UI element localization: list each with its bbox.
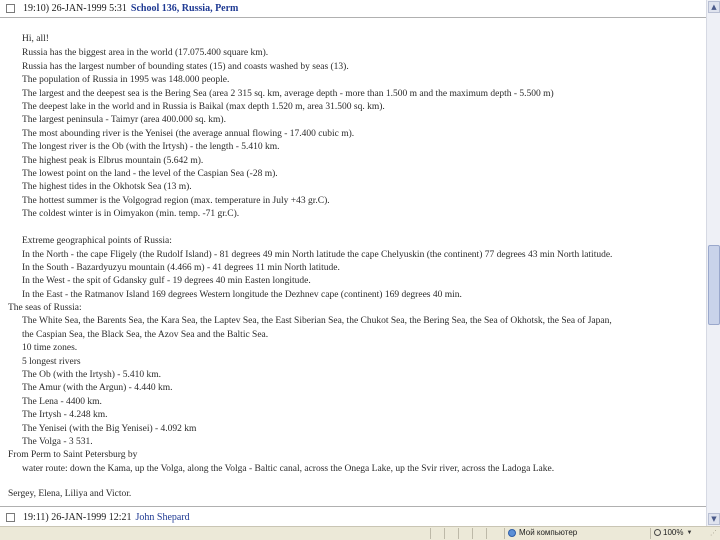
- entry-header: [6, 512, 190, 523]
- status-cell: [458, 528, 472, 539]
- entry-author-link[interactable]: John Shepard: [135, 512, 190, 523]
- body-line: The deepest lake in the world and in Russia is Baikal (max depth 1.520 m, area 31.500 sq. km).: [22, 102, 385, 112]
- body-line: the Caspian Sea, the Black Sea, the Azov Sea and the Baltic Sea.: [22, 330, 269, 340]
- body-line: The Ob (with the Irtysh) - 5.410 km.: [22, 370, 162, 380]
- body-line: The White Sea, the Barents Sea, the Kara Sea, the Laptev Sea, the East Siberian Sea, the Chukot Sea, the Bering Sea, the Sea of Okhotsk, the Sea of Japan,: [22, 316, 612, 326]
- scroll-up-button[interactable]: ▲: [708, 1, 720, 13]
- entry-author-link[interactable]: School 136, Russia, Perm: [130, 3, 239, 14]
- body-line: Russia has the biggest area in the world (17.075.400 square km).: [22, 48, 269, 58]
- body-line: The Amur (with the Argun) - 4.440 km.: [22, 383, 173, 393]
- magnifier-icon: [654, 529, 661, 536]
- body-line: In the East - the Ratmanov Island 169 degrees Western longitude the Dezhnev cape (continent) 169 degrees 40 min.: [22, 290, 462, 300]
- status-bar: [0, 526, 720, 540]
- entry-header: [6, 3, 238, 14]
- chevron-down-icon[interactable]: ▼: [686, 529, 693, 536]
- body-line: In the North - the cape Fligely (the Rudolf Island) - 81 degrees 49 min North latitude the cape Chelyuskin (the continent) 77 degrees 43 min North latitude.: [22, 250, 613, 260]
- status-cell: [430, 528, 444, 539]
- body-line: Russia has the largest number of bounding states (15) and coasts washed by seas (13).: [22, 62, 349, 72]
- body-line: The highest peak is Elbrus mountain (5.642 m).: [22, 156, 204, 166]
- body-line: In the South - Bazardyuzyu mountain (4.466 m) - 41 degrees 11 min North latitude.: [22, 263, 340, 273]
- vertical-scrollbar[interactable]: [706, 0, 720, 526]
- zone-label: Мой компьютер: [519, 528, 578, 537]
- scroll-thumb[interactable]: [708, 245, 720, 325]
- body-line: The lowest point on the land - the level of the Caspian Sea (-28 m).: [22, 169, 278, 179]
- body-line: The most abounding river is the Yenisei (the average annual flowing - 17.400 cubic m).: [22, 129, 355, 139]
- body-line: The highest tides in the Okhotsk Sea (13 m).: [22, 182, 192, 192]
- zoom-level: 100%: [663, 528, 684, 537]
- body-line: 10 time zones.: [22, 343, 78, 353]
- body-line: water route: down the Kama, up the Volga, along the Volga - Baltic canal, across the Onega Lake, up the Svir river, across the Ladoga Lake.: [22, 464, 555, 474]
- signature: Sergey, Elena, Liliya and Victor.: [8, 489, 132, 499]
- resize-grip-icon[interactable]: ⋰: [710, 529, 717, 537]
- body-line: The longest river is the Ob (with the Irtysh) - the length - 5.410 km.: [22, 142, 280, 152]
- globe-icon: [508, 529, 516, 537]
- zoom-control[interactable]: [654, 528, 692, 537]
- security-zone: [508, 528, 577, 537]
- entry-timestamp: 19:11) 26-JAN-1999 12:21: [23, 512, 132, 523]
- status-cell: [444, 528, 458, 539]
- entry-checkbox[interactable]: [6, 513, 15, 522]
- body-line: The population of Russia in 1995 was 148.000 people.: [22, 75, 230, 85]
- body-line: From Perm to Saint Petersburg by: [8, 450, 138, 460]
- status-cell: [472, 528, 486, 539]
- body-line: The largest and the deepest sea is the Bering Sea (area 2 315 sq. km, average depth - more than 1.500 m and the maximum depth - 5.500 m): [22, 89, 554, 99]
- body-line: The Volga - 3 531.: [22, 437, 93, 447]
- entry-checkbox[interactable]: [6, 4, 15, 13]
- entry-timestamp: 19:10) 26-JAN-1999 5:31: [23, 3, 127, 14]
- divider: [0, 506, 706, 507]
- body-line: The hottest summer is the Volgograd region (max. temperature in July +43 gr.C).: [22, 196, 330, 206]
- body-line: The largest peninsula - Taimyr (area 400.000 sq. km).: [22, 115, 226, 125]
- body-line: Hi, all!: [22, 34, 49, 44]
- body-line: Extreme geographical points of Russia:: [22, 236, 172, 246]
- status-cell: [486, 528, 504, 539]
- body-line: The Lena - 4400 km.: [22, 397, 102, 407]
- divider: [0, 17, 706, 18]
- body-line: The coldest winter is in Oimyakon (min. temp. -71 gr.C).: [22, 209, 240, 219]
- body-line: The Yenisei (with the Big Yenisei) - 4.092 km: [22, 424, 197, 434]
- body-line: 5 longest rivers: [22, 357, 81, 367]
- body-line: In the West - the spit of Gdansky gulf - 19 degrees 40 min Easten longitude.: [22, 276, 311, 286]
- scroll-down-button[interactable]: ▼: [708, 513, 720, 525]
- body-line: The seas of Russia:: [8, 303, 82, 313]
- body-line: The Irtysh - 4.248 km.: [22, 410, 108, 420]
